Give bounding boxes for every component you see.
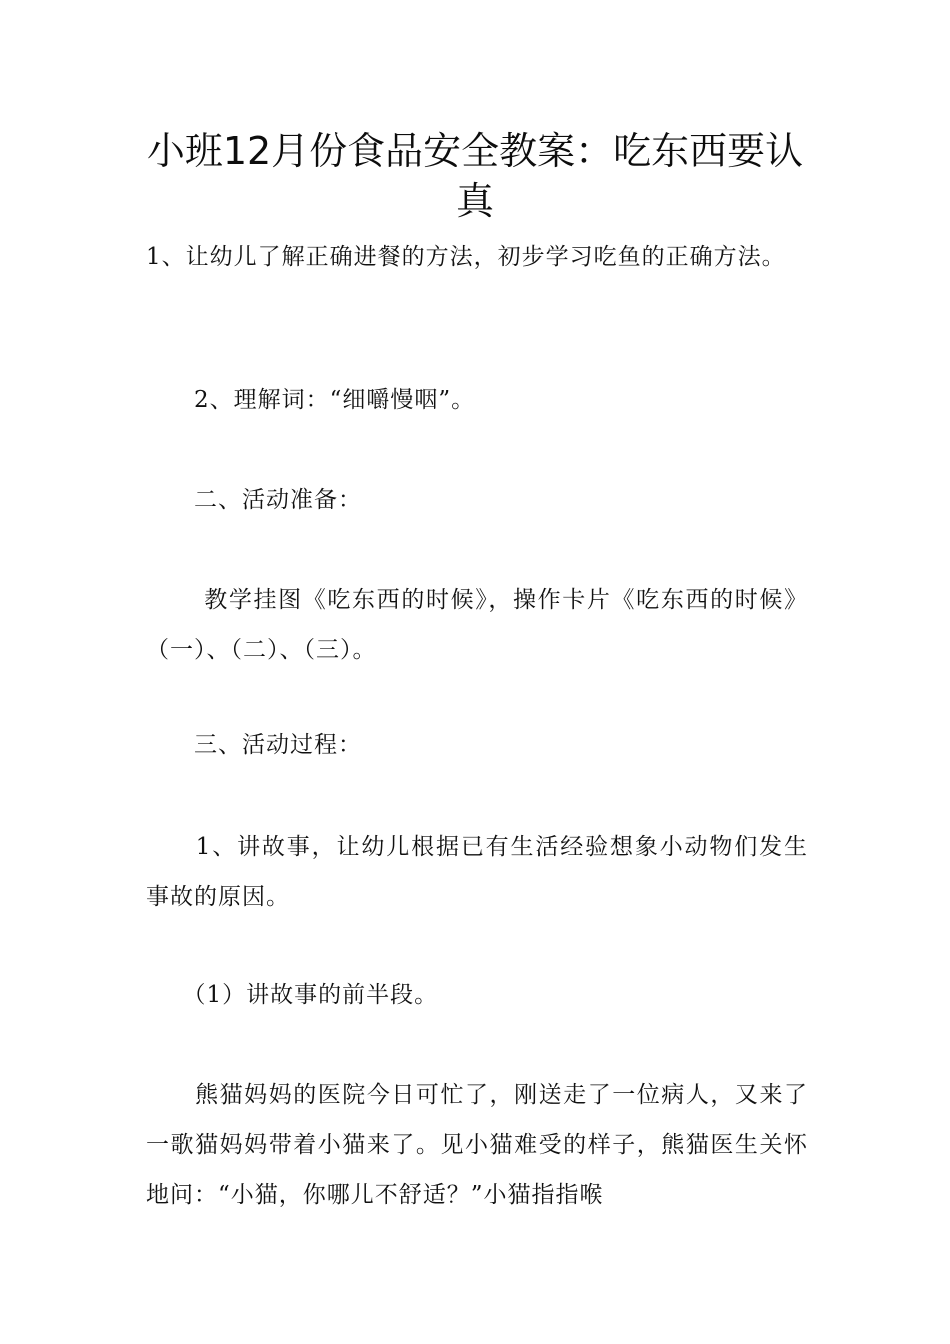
- document-title: 小班12月份食品安全教案：吃东西要认真: [146, 129, 804, 223]
- paragraph-step-1: 1、讲故事，让幼儿根据已有生活经验想象小动物们发生事故的原因。: [146, 834, 808, 910]
- paragraph-objective-1: 1、让幼儿了解正确进餐的方法，初步学习吃鱼的正确方法。: [146, 244, 786, 270]
- paragraph-materials: 教学挂图《吃东西的时候》，操作卡片《吃东西的时候》（一）、（二）、（三）。: [146, 587, 808, 663]
- section-heading-preparation: 二、活动准备：: [146, 487, 362, 513]
- section-heading-process: 三、活动过程：: [146, 732, 362, 758]
- paragraph-objective-2: 2、理解词：“细嚼慢咽”。: [146, 387, 476, 413]
- paragraph-step-1-sub: （1）讲故事的前半段。: [146, 982, 439, 1008]
- paragraph-story: 熊猫妈妈的医院今日可忙了，刚送走了一位病人，又来了一歌猫妈妈带着小猫来了。见小猫难受的样子，熊猫医生关怀地问：“小猫，你哪儿不舒适？”小猫指指喉: [146, 1082, 808, 1208]
